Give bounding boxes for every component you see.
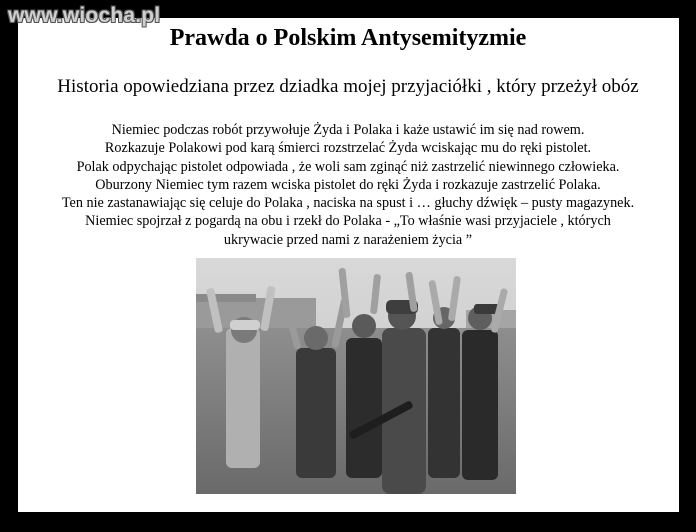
story-line: Ten nie zastanawiając się celuje do Polaka , naciska na spust i … głuchy dźwięk – pusty magazynek. [61, 195, 635, 212]
story-line: Niemiec spojrzał z pogardą na obu i rzekł do Polaka - „To właśnie wasi przyjaciele , których [85, 213, 611, 230]
story-line: Polak odpychając pistolet odpowiada , że woli sam zginąć niż zastrzelić niewinnego człowieka. [76, 158, 620, 175]
story-line: Oburzony Niemiec tym razem wciska pistolet do ręki Żyda i rozkazuje zastrzelić Polaka. [95, 176, 601, 193]
story-line: Rozkazuje Polakowi pod karą śmierci rozstrzelać Żyda wciskając mu do ręki pistolet. [104, 140, 592, 157]
historical-photo [196, 258, 516, 494]
photograph-icon [196, 258, 516, 494]
page-title: Prawda o Polskim Antysemityzmie [169, 25, 527, 51]
story-line: Niemiec podczas robót przywołuje Żyda i Polaka i każe ustawić im się nad rowem. [111, 122, 585, 138]
page-subtitle: Historia opowiedziana przez dziadka mojej przyjaciółki , który przeżył obóz [57, 76, 639, 97]
story-text [0, 121, 696, 249]
site-watermark: www.wiocha.pl [8, 4, 161, 27]
story-line: ukrywacie przed nami z narażeniem życia ” [223, 231, 473, 248]
